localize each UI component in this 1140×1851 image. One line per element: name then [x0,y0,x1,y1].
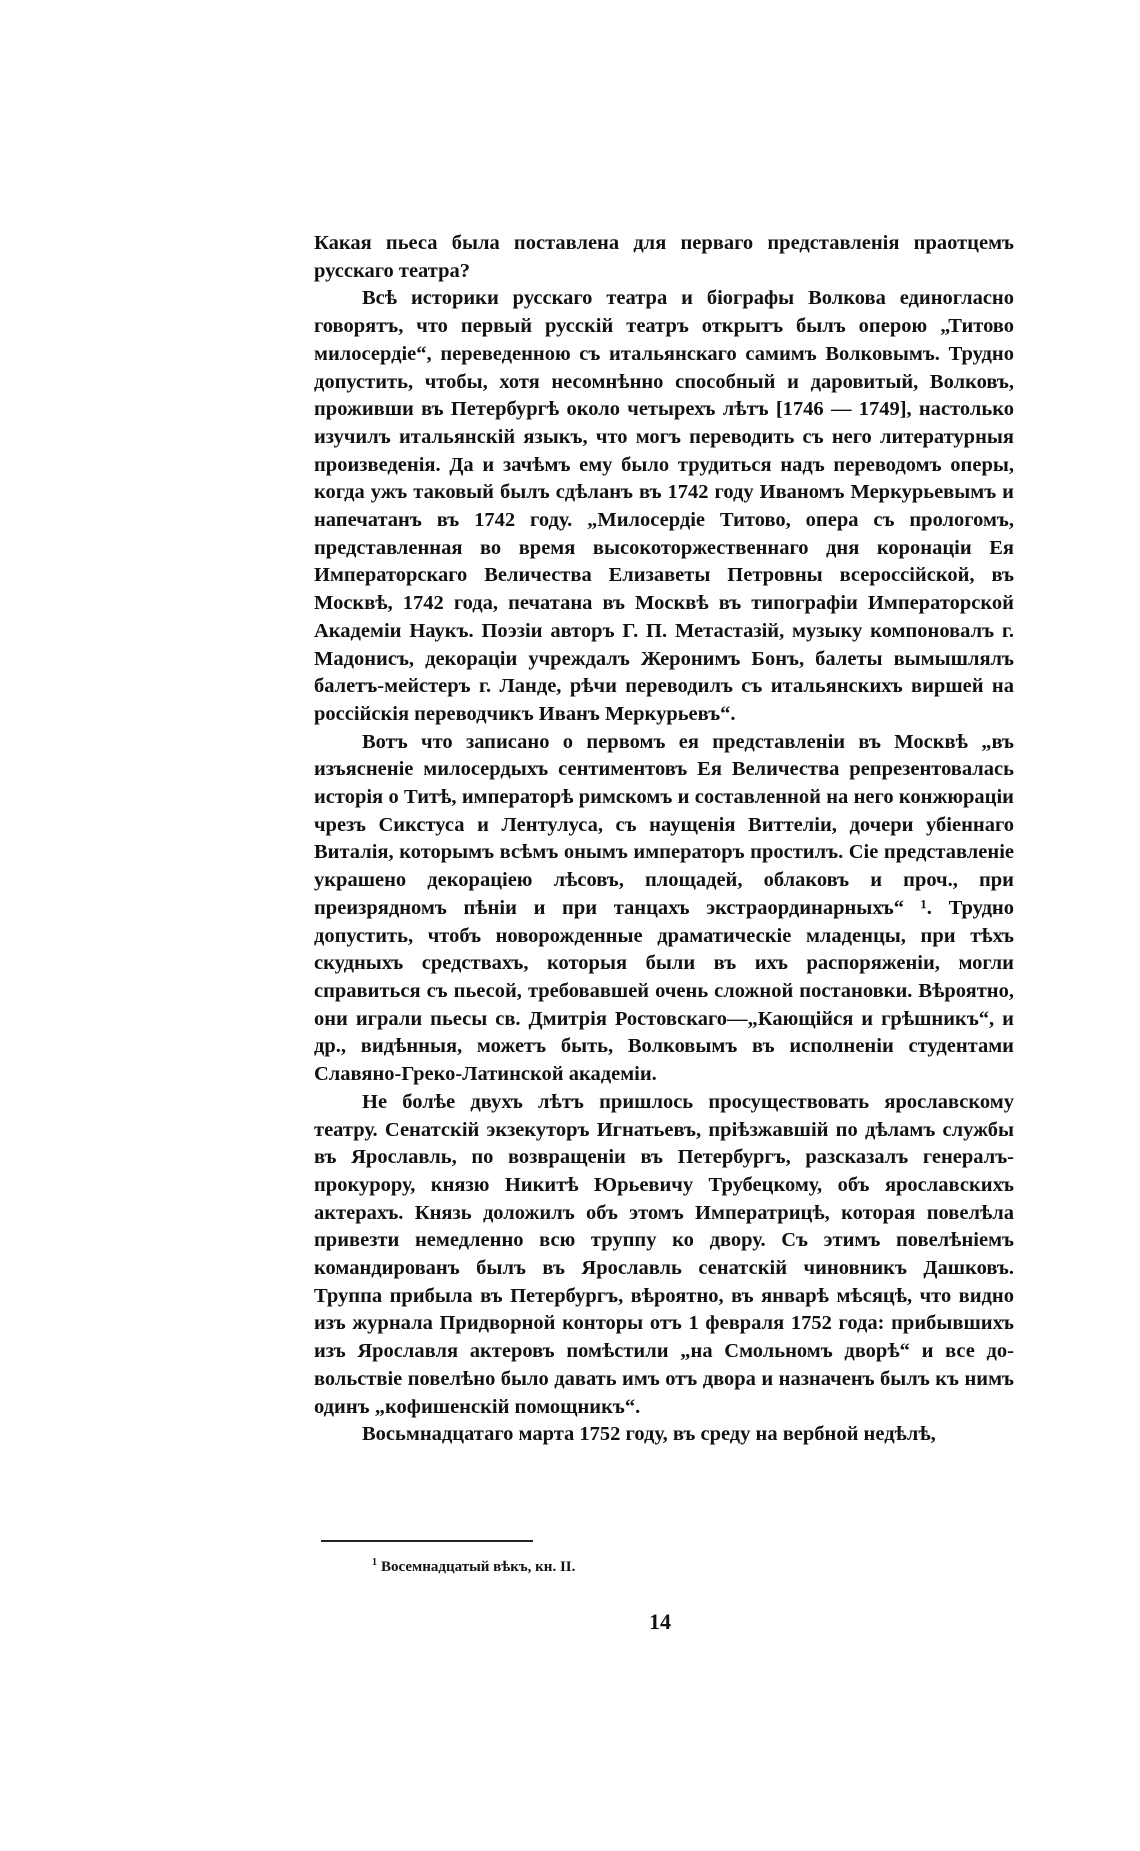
paragraph-question: Какая пьеса была поставлена для перваго представленія праотцемъ русскаго театра? [314,232,1014,282]
paragraph-march-1752: Восьмнадцатаго марта 1752 году, въ среду на вербной недѣлѣ, [362,1423,936,1446]
main-text [314,230,1014,1449]
paragraph-historians: Всѣ историки русскаго театра и біографы Волкова единогласно говорятъ, что первый русскій театръ открытъ былъ оперою „Титово милосердіе“, переведенною съ итальянскаго самимъ Волковымъ. Трудно допустить, чтобы, хотя несомнѣнно способный и даровитый, Волковъ, проживши въ Петербургѣ около четырехъ лѣтъ [1746 — 1749], настолько изучилъ итальянскій языкъ, что могъ переводить съ него литературныя произведенія. Да и зачѣмъ ему было трудиться надъ переводомъ оперы, когда ужъ таковый былъ сдѣланъ въ 1742 году Иваномъ Меркурьевымъ и напечатанъ въ 1742 году. „Милосердіе Титово, опера съ прологомъ, представленная во время высокоторжественнаго дня коронаціи Ея Императорскаго Величества Елизаветы Петровны всероссійской, въ Москвѣ, 1742 года, печатана въ Москвѣ въ типографіи Императорской Академіи Наукъ. Поэзіи авторъ Г. П. Метастазій, музыку компоновалъ г. Мадонисъ, декораціи учреждалъ Жеронимъ Бонъ, балеты вымышлялъ балетъ-мейстеръ г. Ланде, рѣчи переводилъ съ итальянскихъ виршей на россійскія переводчикъ Иванъ Меркурьевъ“. [314,287,1014,725]
footnote-marker: 1 [372,1557,377,1568]
footnote-text: Восемнадцатый вѣкъ, кн. II. [381,1559,576,1575]
paragraph-yaroslavl-theatre: Не болѣе двухъ лѣтъ пришлось просуществовать ярославскому театру. Сенатскій экзекуторъ Игнатьевъ, пріѣзжавшій по дѣламъ службы въ Ярославль, по возвращеніи въ Петербургъ, разсказалъ генералъ-прокурору, князю Никитѣ Юрьевичу Трубецкому, объ ярославскихъ актерахъ. Князь доложилъ объ этомъ Императрицѣ, которая повелѣла привезти немедленно всю труппу ко двору. Съ этимъ повелѣніемъ командированъ былъ въ Ярославль сенатскій чиновникъ Дашковъ. Труппа прибыла въ Петербургъ, вѣроятно, въ январѣ мѣсяцѣ, что видно изъ журнала Придворной конторы отъ 1 февраля 1752 года: прибывшихъ изъ Ярославля актеровъ помѣстили „на Смольномъ дворѣ“ и все довольствіе повелѣно было давать имъ отъ двора и назначенъ былъ къ нимъ одинъ „кофишенскій помощникъ“. [314,1090,1014,1418]
footnote [372,1553,872,1577]
page-number: 14 [649,1609,671,1634]
footnote-divider [321,1540,533,1542]
paragraph-first-performance: Вотъ что записано о первомъ ея представленіи въ Москвѣ „въ изъясненіе милосердыхъ сентиментовъ Ея Величества репрезентовалась исторія о Титѣ, императорѣ римскомъ и составленной на него конжюраціи чрезъ Сикстуса и Лентулуса, съ наущенія Виттеліи, дочери убіеннаго Виталія, которымъ всѣмъ онымъ императоръ простилъ. Сіе представленіе украшено декораціею лѣсовъ, площадей, облаковъ и проч., при преизрядномъ пѣніи и при танцахъ экстраординарныхъ“ ¹. Трудно допустить, чтобъ новорожденные драматическіе младенцы, при тѣхъ скудныхъ средствахъ, которыя были въ ихъ распоряженіи, могли справиться съ пьесой, требовавшей очень сложной постановки. Вѣроятно, они играли пьесы св. Дмитрія Ростовскаго—„Кающійся и грѣшникъ“, и др., видѣнныя, можетъ быть, Волковымъ въ исполненіи студентами Славяно-Греко-Латинской академіи. [314,730,1014,1086]
